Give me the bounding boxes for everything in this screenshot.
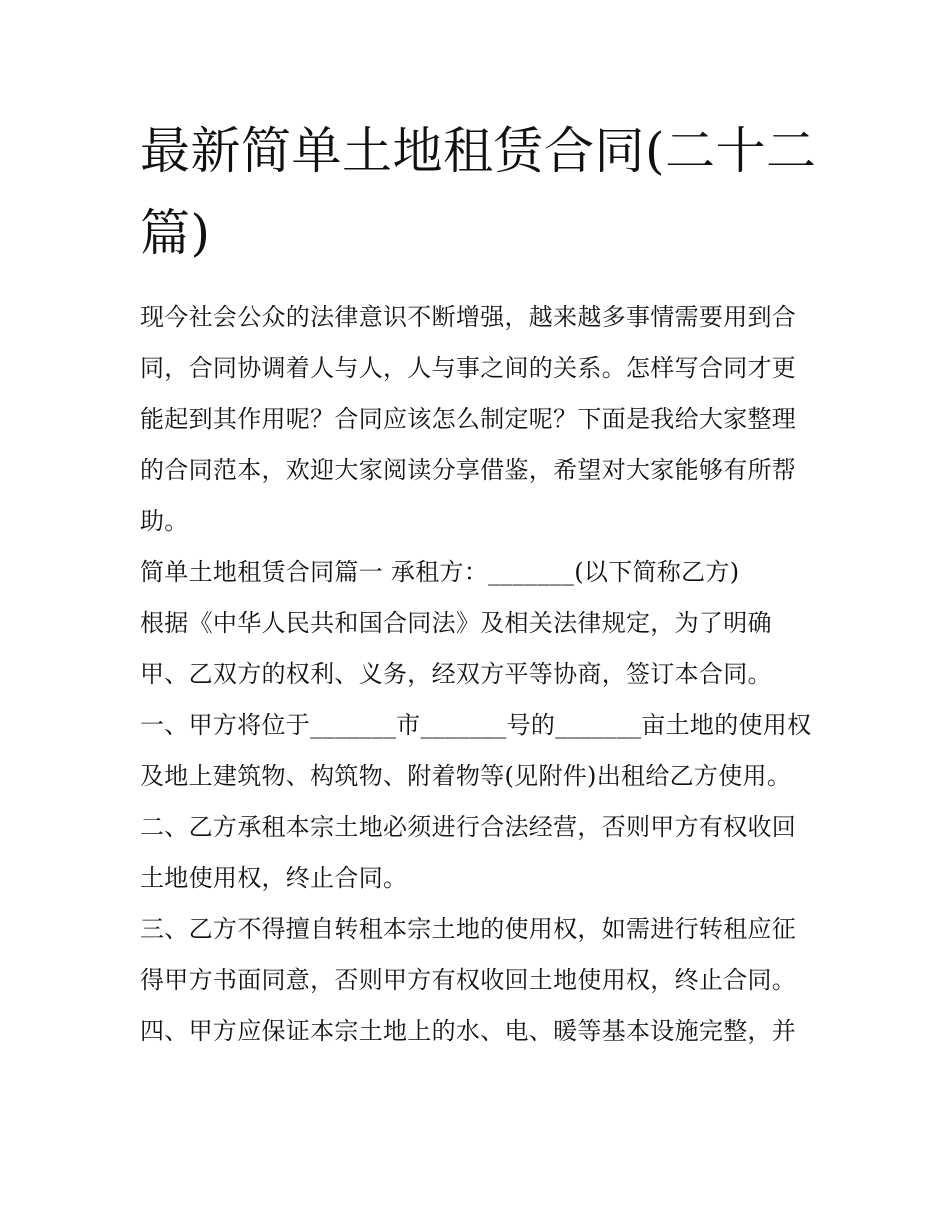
document-page	[140, 110, 820, 1057]
intro-paragraph: 现今社会公众的法律意识不断增强，越来越多事情需要用到合同，合同协调着人与人，人与事之间的关系。怎样写合同才更能起到其作用呢？合同应该怎么制定呢？下面是我给大家整理的合同范本，欢迎大家阅读分享借鉴，希望对大家能够有所帮助。	[140, 303, 797, 535]
clause-4-paragraph: 四、甲方应保证本宗土地上的水、电、暖等基本设施完整，并	[140, 1017, 797, 1045]
clause-2-paragraph: 二、乙方承租本宗土地必须进行合法经营，否则甲方有权收回土地使用权，终止合同。	[140, 813, 797, 892]
contract-heading-paragraph: 简单土地租赁合同篇一 承租方：_______(以下简称乙方)	[140, 558, 740, 586]
clause-1-paragraph: 一、甲方将位于_______市_______号的_______亩土地的使用权及地上建筑物、构筑物、附着物等(见附件)出租给乙方使用。	[140, 711, 812, 790]
document-title: 最新简单土地租赁合同(二十二篇)	[140, 122, 817, 262]
legal-basis-paragraph: 根据《中华人民共和国合同法》及相关法律规定，为了明确甲、乙双方的权利、义务，经双方平等协商，签订本合同。	[140, 609, 772, 688]
clause-3-paragraph: 三、乙方不得擅自转租本宗土地的使用权，如需进行转租应征得甲方书面同意，否则甲方有权收回土地使用权，终止合同。	[140, 915, 797, 994]
